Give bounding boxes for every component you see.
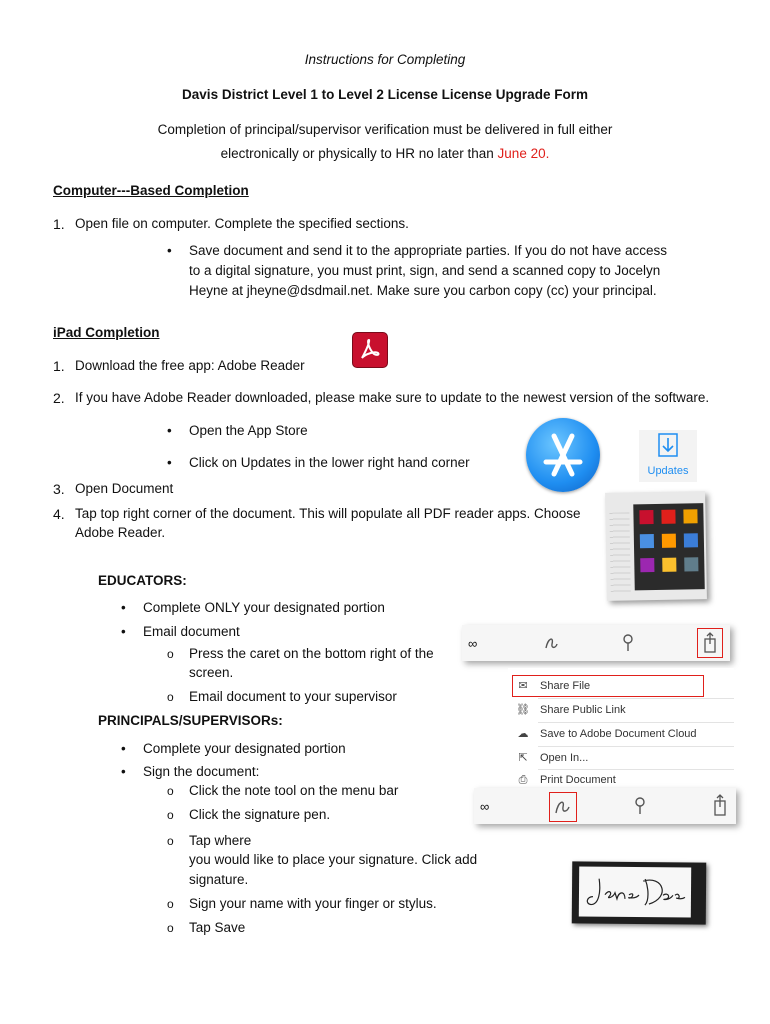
- share-caret-button[interactable]: [697, 628, 723, 658]
- intro-text: electronically or physically to HR no later than: [220, 146, 498, 161]
- computer-bullet-line-1: • Save document and send it to the appropriate parties. If you do not have access: [189, 243, 667, 258]
- signature-pad: [579, 866, 691, 917]
- computer-heading: Computer---Based Completion: [53, 183, 249, 198]
- step-text: Tap top right corner of the document. This will populate all PDF reader apps. Choose: [75, 506, 581, 521]
- toolbar-screenshot-1: [462, 625, 730, 661]
- app-grid-icons: [633, 503, 704, 590]
- note-pen-icon: [634, 796, 646, 816]
- step-text: Open Document: [75, 481, 174, 496]
- computer-bullet-line-3: Heyne at jheyne@dsdmail.net. Make sure you carbon copy (cc) your principal.: [189, 283, 657, 298]
- principals-sub-1: o Click the note tool on the menu bar: [189, 783, 398, 798]
- share-menu-screenshot: [508, 668, 734, 790]
- principals-heading: PRINCIPALS/SUPERVISORs:: [98, 713, 283, 728]
- step-number: 4.: [53, 506, 65, 522]
- toolbar-screenshot-2: [474, 788, 736, 824]
- menu-print-document[interactable]: [516, 774, 616, 787]
- signature-pen-icon: [542, 632, 560, 654]
- principals-sub-4: o Sign your name with your finger or stylus.: [189, 896, 437, 911]
- principals-sub-2: o Click the signature pen.: [189, 807, 330, 822]
- cloud-icon: ☁: [517, 728, 529, 740]
- menu-label: Share Public Link: [540, 704, 626, 716]
- doc-title: Davis District Level 1 to Level 2 License License Upgrade Form: [182, 87, 588, 102]
- mail-icon: ✉: [518, 680, 528, 692]
- signature-pen-button[interactable]: [549, 792, 577, 822]
- principals-sub-3-line-2: you would like to place your signature. Click add: [189, 852, 478, 867]
- step-number: 1.: [53, 216, 65, 232]
- step-number: 3.: [53, 481, 65, 497]
- menu-open-in[interactable]: [516, 751, 588, 764]
- intro-line-1: Completion of principal/supervisor verification must be delivered in full either: [157, 122, 613, 137]
- menu-label: Open In...: [540, 752, 589, 764]
- signature-pen-icon: [550, 793, 576, 821]
- ipad-step-4: [53, 506, 581, 522]
- app-grid: [633, 503, 704, 590]
- ipad-step-2: [53, 390, 710, 406]
- educators-bullet-1: • Complete ONLY your designated portion: [143, 600, 385, 615]
- educators-sub-2: o Email document to your supervisor: [189, 689, 397, 704]
- educators-bullet-2: • Email document: [143, 624, 240, 639]
- updates-label: Updates: [647, 465, 689, 477]
- app-store-a-icon: [526, 418, 600, 492]
- divider: [538, 769, 734, 770]
- printer-icon: ⎙: [518, 774, 528, 786]
- app-store-icon: [526, 418, 600, 492]
- updates-tab: [639, 430, 697, 482]
- note-pen-icon: [622, 633, 634, 653]
- menu-label: Save to Adobe Document Cloud: [540, 728, 697, 740]
- share-icon: [712, 792, 728, 818]
- principals-sub-3: o Tap where: [189, 833, 251, 848]
- ipad-step-3: [53, 481, 174, 497]
- divider: [538, 746, 734, 747]
- principals-sub-3-line-3: signature.: [189, 872, 249, 887]
- step-number: 2.: [53, 390, 65, 406]
- educators-heading: EDUCATORS:: [98, 573, 187, 588]
- app-chooser-screenshot: [605, 491, 707, 601]
- menu-share-public-link[interactable]: [516, 703, 626, 716]
- computer-bullet-line-2: to a digital signature, you must print, sign, and send a scanned copy to Jocelyn: [189, 263, 661, 278]
- infinity-icon: ∞: [480, 799, 490, 814]
- intro-line-2: [0, 146, 770, 161]
- signature-screenshot: [572, 861, 707, 924]
- divider: [538, 722, 734, 723]
- step-text: If you have Adobe Reader downloaded, please make sure to update to the newest version of the software.: [75, 390, 710, 405]
- principals-sub-5: o Tap Save: [189, 920, 245, 935]
- principals-bullet-1: • Complete your designated portion: [143, 741, 346, 756]
- doc-lines: [609, 512, 630, 592]
- handwritten-signature: [579, 866, 691, 917]
- adobe-reader-icon: [352, 332, 388, 368]
- deadline-date: June 20.: [497, 146, 550, 161]
- menu-save-to-cloud[interactable]: [516, 727, 697, 740]
- adobe-logo-icon: [353, 333, 387, 367]
- ipad-heading: iPad Completion: [53, 325, 160, 340]
- educators-sub-1: o Press the caret on the bottom right of the: [189, 646, 434, 661]
- menu-label: Print Document: [540, 774, 616, 786]
- divider: [538, 698, 734, 699]
- share-icon: [698, 629, 722, 657]
- ipad-bullet-1: • Open the App Store: [189, 423, 308, 438]
- principals-bullet-2: • Sign the document:: [143, 764, 259, 779]
- download-arrow-icon: [639, 430, 697, 460]
- step-text: Open file on computer. Complete the specified sections.: [75, 216, 409, 231]
- computer-step-1: [53, 216, 409, 232]
- link-icon: ⛓: [516, 704, 530, 716]
- step-text: Download the free app: Adobe Reader: [75, 358, 305, 373]
- open-in-icon: ⇱: [518, 752, 528, 764]
- ipad-bullet-2: • Click on Updates in the lower right hand corner: [189, 455, 470, 470]
- doc-subtitle: Instructions for Completing: [304, 52, 466, 67]
- ipad-step-1: [53, 358, 305, 374]
- step-number: 1.: [53, 358, 65, 374]
- menu-label: Share File: [540, 680, 591, 692]
- ipad-step-4-line-2: Adobe Reader.: [75, 525, 166, 540]
- educators-sub-1-line-2: screen.: [189, 665, 234, 680]
- infinity-icon: ∞: [468, 636, 478, 651]
- menu-share-file[interactable]: [516, 679, 590, 692]
